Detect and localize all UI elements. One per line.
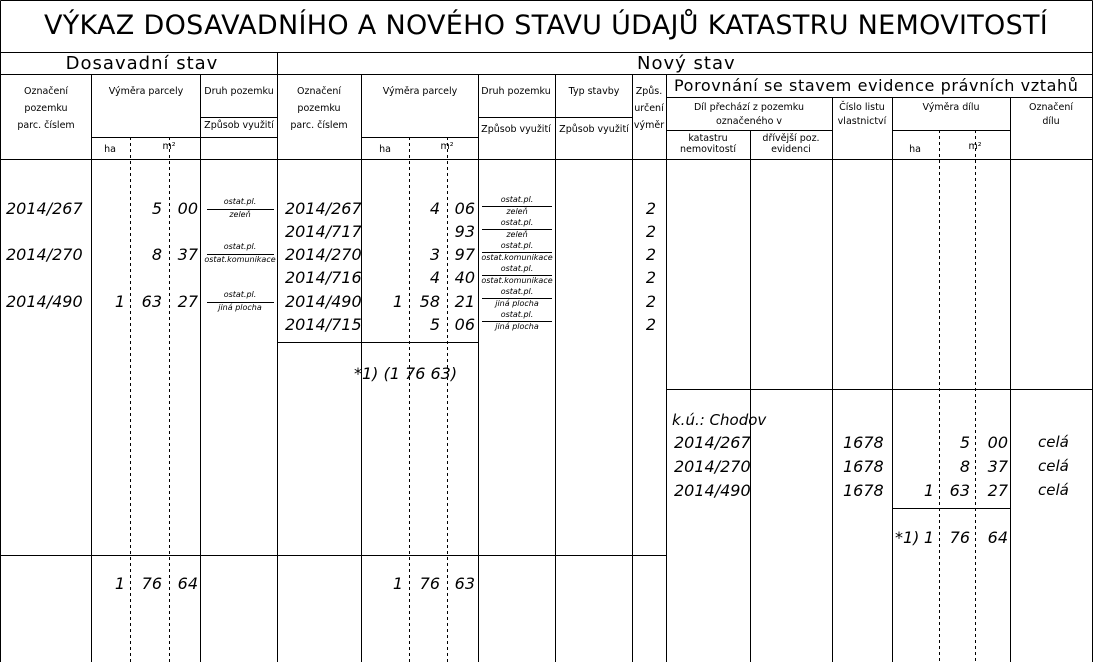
new-parcel-0: 2014/267: [285, 199, 362, 218]
old-zpusob-1: ostat.komunikace: [204, 255, 276, 264]
new-oznaceni-2: pozemku: [297, 103, 341, 114]
new-ha-4: 1: [392, 292, 403, 311]
old-oznaceni-2: pozemku: [24, 103, 68, 114]
new-urceni-4: 2: [645, 292, 656, 311]
new-parcel-3: 2014/716: [285, 268, 362, 287]
old-druh-2: ostat.pl.: [223, 290, 257, 299]
cmp-dil-1: celá: [1038, 457, 1069, 475]
old-a-2: 63: [141, 292, 162, 311]
old-m2-unit: m²: [162, 141, 176, 152]
old-zpusob-0: zeleň: [229, 210, 251, 219]
cmp-m-2: 27: [987, 481, 1008, 500]
cmp-katastru-2: nemovitostí: [679, 144, 737, 155]
new-druh-2: ostat.pl.: [500, 241, 534, 250]
new-a-0: 4: [429, 199, 440, 218]
new-urceni-3: 2: [645, 268, 656, 287]
cmp-m-1: 37: [987, 457, 1008, 476]
new-a-5: 5: [429, 315, 440, 334]
new-m2-unit: m²: [440, 141, 454, 152]
old-state-heading: Dosavadní stav: [65, 53, 219, 74]
new-a-3: 4: [429, 268, 440, 287]
new-zpusob-4: jiná plocha: [495, 299, 539, 308]
cmp-dil-0: celá: [1038, 433, 1069, 451]
new-zpusob-5: jiná plocha: [495, 322, 539, 331]
new-zpusob-0: zeleň: [506, 207, 528, 216]
new-urceni-5: 2: [645, 315, 656, 334]
new-oznaceni-3: parc. číslem: [290, 120, 348, 131]
cmp-lv-0: 1678: [843, 433, 884, 452]
new-m-2: 97: [454, 245, 475, 264]
old-a-1: 8: [151, 245, 162, 264]
new-subtotal: *1) (1 76 63): [354, 364, 458, 383]
new-urceni-1: Způs.: [635, 86, 663, 97]
cmp-cislo-listu-1: Číslo listu: [839, 102, 885, 113]
cmp-ha-2: 1: [923, 481, 934, 500]
new-druh-0: ostat.pl.: [500, 195, 534, 204]
new-urceni-2: 2: [645, 245, 656, 264]
new-m-1: 93: [454, 222, 475, 241]
cmp-subtotal-ha: 1: [923, 528, 934, 547]
cmp-dil-2: celá: [1038, 481, 1069, 499]
new-urceni-1: 2: [645, 222, 656, 241]
old-m-2: 27: [177, 292, 198, 311]
cmp-lv-1: 1678: [843, 457, 884, 476]
new-urceni-3: výměr: [633, 120, 665, 131]
new-druh-3: ostat.pl.: [500, 264, 534, 273]
old-total-m: 64: [177, 574, 198, 593]
cmp-parcel-0: 2014/267: [674, 433, 751, 452]
cmp-m2-unit: m²: [968, 141, 982, 152]
new-total-m: 63: [454, 574, 475, 593]
cmp-subtotal-mark: *1): [895, 528, 920, 547]
new-oznaceni-1: Označení: [296, 86, 342, 97]
old-druh-header: Druh pozemku: [204, 86, 274, 97]
old-a-0: 5: [151, 199, 162, 218]
cmp-oznaceni-dilu-1: Označení: [1028, 102, 1074, 113]
new-total-a: 76: [419, 574, 440, 593]
new-parcel-2: 2014/270: [285, 245, 362, 264]
new-vymera-header: Výměra parcely: [382, 86, 458, 97]
old-m-0: 00: [177, 199, 198, 218]
new-typ-header: Typ stavby: [568, 86, 620, 97]
cmp-dil-prechazi-2: označeného v: [715, 116, 783, 127]
cmp-subtotal-m: 64: [987, 528, 1008, 547]
new-m-3: 40: [454, 268, 475, 287]
cmp-dil-prechazi-1: Díl přechází z pozemku: [693, 102, 805, 113]
new-urceni-2: určení: [634, 103, 664, 114]
new-a-2: 3: [429, 245, 440, 264]
cmp-oznaceni-dilu-2: dílu: [1042, 116, 1060, 127]
new-m-5: 06: [454, 315, 475, 334]
cmp-m-0: 00: [987, 433, 1008, 452]
cmp-a-0: 5: [959, 433, 970, 452]
new-parcel-4: 2014/490: [285, 292, 362, 311]
old-total-a: 76: [141, 574, 162, 593]
new-parcel-1: 2014/717: [285, 222, 362, 241]
old-ha-unit: ha: [104, 144, 116, 155]
new-zpusob-3: ostat.komunikace: [481, 276, 553, 285]
new-parcel-5: 2014/715: [285, 315, 362, 334]
old-druh-0: ostat.pl.: [223, 197, 257, 206]
cmp-subtotal-a: 76: [949, 528, 970, 547]
cmp-a-2: 63: [949, 481, 970, 500]
cmp-vymera-dilu: Výměra dílu: [922, 102, 980, 113]
new-druh-header: Druh pozemku: [481, 86, 551, 97]
cmp-ku-label: k.ú.: Chodov: [672, 411, 767, 429]
new-druh-5: ostat.pl.: [500, 310, 534, 319]
old-parcel-0: 2014/267: [6, 199, 83, 218]
new-urceni-0: 2: [645, 199, 656, 218]
new-m-0: 06: [454, 199, 475, 218]
new-zpusob-header: Způsob využití: [481, 124, 551, 135]
new-m-4: 21: [454, 292, 475, 311]
new-total-ha: 1: [392, 574, 403, 593]
cmp-a-1: 8: [959, 457, 970, 476]
old-zpusob-header: Způsob využití: [204, 120, 274, 131]
cmp-drivejsi-2: evidenci: [771, 144, 811, 155]
report-title: VÝKAZ DOSAVADNÍHO A NOVÉHO STAVU ÚDAJŮ KATASTRU NEMOVITOSTÍ: [43, 10, 1049, 41]
new-druh-4: ostat.pl.: [500, 287, 534, 296]
cmp-drivejsi-1: dřívější poz.: [762, 133, 820, 144]
cmp-ha-unit: ha: [909, 144, 921, 155]
old-m-1: 37: [177, 245, 198, 264]
cmp-parcel-1: 2014/270: [674, 457, 751, 476]
new-zpusob2-header: Způsob využití: [559, 124, 629, 135]
new-state-heading: Nový stav: [637, 53, 736, 74]
new-druh-1: ostat.pl.: [500, 218, 534, 227]
old-oznaceni-3: parc. číslem: [17, 120, 75, 131]
old-parcel-1: 2014/270: [6, 245, 83, 264]
cmp-katastru-1: katastru: [688, 133, 728, 144]
new-zpusob-2: ostat.komunikace: [481, 253, 553, 262]
old-vymera-header: Výměra parcely: [108, 86, 184, 97]
old-parcel-2: 2014/490: [6, 292, 83, 311]
new-a-4: 58: [419, 292, 440, 311]
old-oznaceni-1: Označení: [23, 86, 69, 97]
new-ha-unit: ha: [379, 144, 391, 155]
comparison-heading: Porovnání se stavem evidence právních vztahů: [674, 76, 1079, 95]
old-ha-2: 1: [114, 292, 125, 311]
cmp-cislo-listu-2: vlastnictví: [837, 116, 887, 127]
new-zpusob-1: zeleň: [506, 230, 528, 239]
old-total-ha: 1: [114, 574, 125, 593]
cmp-parcel-2: 2014/490: [674, 481, 751, 500]
cmp-lv-2: 1678: [843, 481, 884, 500]
old-druh-1: ostat.pl.: [223, 242, 257, 251]
old-zpusob-2: jiná plocha: [218, 303, 262, 312]
